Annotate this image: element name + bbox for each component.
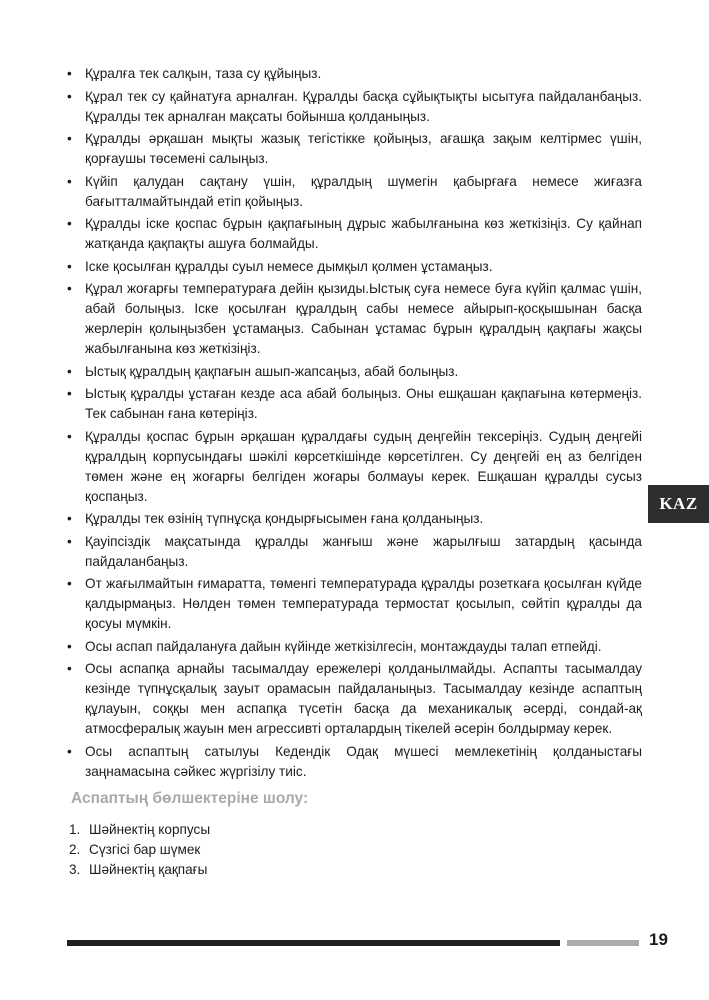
list-item-text: Күйіп қалудан сақтану үшін, құралдың шүмегін қабырғаға немесе жиғазға бағытталмайтындай етіп қойыңыз. xyxy=(85,173,642,209)
list-item xyxy=(67,742,642,782)
list-item-text: Құралға тек салқын, таза су құйыңыз. xyxy=(85,66,322,81)
list-item xyxy=(67,172,642,212)
footer-rule-dark xyxy=(67,940,560,946)
list-item-text: Осы аспапқа арнайы тасымалдау ережелері қолданылмайды. Аспапты тасымалдау кезінде түпнұсқалық зауыт орамасын пайдаланыңыз. Тасымалдау кезінде аспаптың құлауын, соққы мен аспапқа түсетін басқа да механикалық әсерді, сондай-ақ атмосфералық жауын мен агрессивті орталардың тікелей әсерін болдырмау керек. xyxy=(85,661,642,736)
parts-list-item xyxy=(69,840,642,860)
list-item xyxy=(67,279,642,359)
bullet-icon: • xyxy=(67,661,72,676)
footer-rule-light xyxy=(567,940,639,946)
bullet-icon: • xyxy=(67,88,72,104)
list-item-text: Құралды әрқашан мықты жазық тегістікке қойыңыз, ағашқа зақым келтірмес үшін, қорғаушы төсемені салыңыз. xyxy=(85,131,642,166)
parts-list-item xyxy=(69,820,642,840)
bullet-icon: • xyxy=(67,638,72,654)
bullet-icon: • xyxy=(67,131,72,146)
list-item xyxy=(67,637,642,657)
list-item xyxy=(67,362,642,382)
parts-item-number: 1. xyxy=(69,821,81,837)
list-item xyxy=(67,532,642,572)
bullet-icon: • xyxy=(67,576,72,591)
list-item xyxy=(67,257,642,277)
list-item-text: Ыстық құралдың қақпағын ашып-жапсаңыз, абай болыңыз. xyxy=(85,363,459,379)
list-item xyxy=(67,659,642,739)
parts-item-number: 3. xyxy=(69,861,81,877)
language-tab-label: KAZ xyxy=(659,494,698,513)
list-item-text: Құралды қоспас бұрын әрқашан құралдағы судың деңгейін тексеріңіз. Судың деңгейі құралдың корпусындағы шәкілі көрсеткішінде көрсетілген. Су деңгейі ең аз белгіден төмен және ең жоғарғы белгіден жоғары болмауы керек. Ешқашан құралды сусыз қоспаңыз. xyxy=(85,428,642,504)
bullet-icon: • xyxy=(67,66,72,81)
list-item xyxy=(67,129,642,169)
list-item xyxy=(67,214,642,254)
parts-item-number: 2. xyxy=(69,841,81,857)
bullet-icon: • xyxy=(67,281,72,296)
parts-item-label: Шәйнектің қақпағы xyxy=(89,861,208,877)
list-item xyxy=(67,574,642,634)
list-item-text: Осы аспап пайдалануға дайын күйінде жеткізілгесін, монтаждауды талап етпейді. xyxy=(85,638,602,654)
list-item-text: Қауіпсіздік мақсатында құралды жанғыш және жарылғыш затардың қасында пайдаланбаңыз. xyxy=(85,533,642,569)
list-item-text: Құралды тек өзінің түпнұсқа қондырғысымен ғана қолданыңыз. xyxy=(85,511,484,526)
list-item-text: Осы аспаптың сатылуы Кедендік Одақ мүшесі мемлекетінің қолданыстағы заңнамасына сәйкес жүргізілу тиіс. xyxy=(85,743,642,779)
section-heading: Аспаптың бөлшектеріне шолу: xyxy=(71,789,309,807)
list-item xyxy=(67,87,642,127)
parts-item-label: Шәйнектің корпусы xyxy=(89,821,211,837)
list-item-text: Құрал жоғарғы температураға дейін қызиды.Ыстық суға немесе буға күйіп қалмас үшін, абай болыңыз. Іске қосылған құралдың сабы немесе айырып-қосқышынан басқа жерлерін қолыңызбен ұстамаңыз. Сабынан ұстамас бұрын құралдың қақпағы жақсы жабылғанына көз жеткізіңіз. xyxy=(85,281,642,356)
bullet-icon: • xyxy=(67,363,72,379)
bullet-icon: • xyxy=(67,386,72,401)
bullet-icon: • xyxy=(67,533,72,549)
list-item-text: Іске қосылған құралды суыл немесе дымқыл қолмен ұстамаңыз. xyxy=(85,258,493,274)
bullet-icon: • xyxy=(67,428,72,444)
list-item xyxy=(67,509,642,529)
list-item xyxy=(67,427,642,507)
list-item-text: Құралды іске қоспас бұрын қақпағының дұрыс жабылғанына көз жеткізіңіз. Су қайнап жатқанда қақпақты ашуға болмайды. xyxy=(85,216,642,251)
bullet-icon: • xyxy=(67,511,72,526)
list-item-text: Құрал тек су қайнатуға арналған. Құралды басқа сұйықтықты ысытуға пайдаланбаңыз. Құралды тек арналған мақсаты бойынша қолданыңыз. xyxy=(85,88,642,124)
parts-list xyxy=(69,820,642,880)
language-tab xyxy=(648,485,709,523)
bullet-icon: • xyxy=(67,173,72,189)
safety-instructions-list xyxy=(67,64,642,782)
bullet-icon: • xyxy=(67,743,72,759)
list-item xyxy=(67,384,642,424)
list-item-text: От жағылмайтын ғимаратта, төменгі температурада құралды розеткаға қосылған күйде қалдырмаңыз. Нөлден төмен температурада термостат қосылып, сөйтіп құралды да қосуы мүмкін. xyxy=(85,576,642,631)
bullet-icon: • xyxy=(67,216,72,231)
parts-item-label: Сүзгісі бар шүмек xyxy=(89,841,201,857)
list-item xyxy=(67,64,642,84)
bullet-icon: • xyxy=(67,258,72,274)
page-content xyxy=(67,64,642,880)
parts-list-item xyxy=(69,860,642,880)
list-item-text: Ыстық құралды ұстаған кезде аса абай болыңыз. Оны ешқашан қақпағына көтермеңіз. Тек сабынан ғана көтеріңіз. xyxy=(85,386,642,421)
page-number: 19 xyxy=(649,930,668,949)
